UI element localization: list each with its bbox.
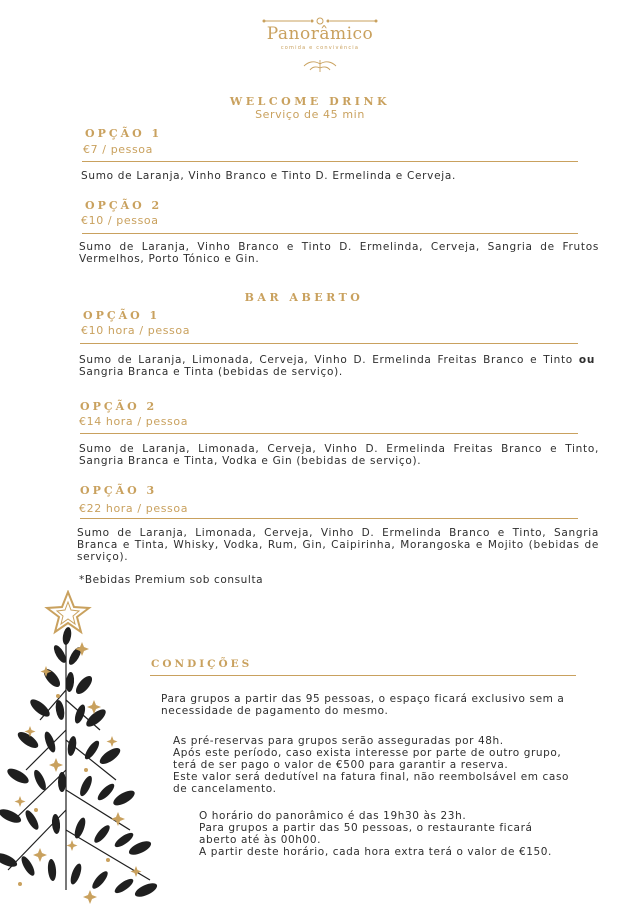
bar-option-3-title: OPÇÃO 3 [80, 484, 158, 497]
divider [150, 675, 576, 676]
conditions-line: Para grupos a partir das 50 pessoas, o restaurante ficará [199, 822, 533, 834]
conditions-line: Este valor será dedutível na fatura final, não reembolsável em caso [173, 771, 570, 783]
welcome-title: WELCOME DRINK [229, 95, 391, 108]
welcome-option-1-price: €7 / pessoa [83, 143, 153, 156]
bar-option-1-title: OPÇÃO 1 [83, 309, 161, 322]
welcome-option-2-desc: Sumo de Laranja, Vinho Branco e Tinto D. Ermelinda, Cerveja, Sangria de Frutos Vermelhos, Porto Tónico e Gin. [79, 241, 599, 265]
conditions-line: O horário do panorâmico é das 19h30 às 23h. [199, 810, 467, 822]
bar-option-2-desc: Sumo de Laranja, Limonada, Cerveja, Vinho D. Ermelinda Freitas Branco e Tinto, Sangria Branca e Tinta, Vodka e Gin (bebidas de serviço). [79, 443, 599, 467]
conditions-line: As pré-reservas para grupos serão asseguradas por 48h. [173, 735, 504, 747]
brand-tagline: comida e convivência [280, 45, 360, 51]
conditions-title: CONDIÇÕES [151, 658, 253, 670]
divider [80, 433, 578, 434]
premium-note: *Bebidas Premium sob consulta [79, 574, 264, 586]
leaf-tree-decoration [0, 590, 170, 905]
conditions-line: aberto até às 00h00. [199, 834, 322, 846]
conditions-line: Após este período, caso exista interesse por parte de outro grupo, [173, 747, 562, 759]
conditions-line: terá de ser pago o valor de €500 para garantir a reserva. [173, 759, 509, 771]
brand-logo [0, 12, 640, 51]
bar-option-2-title: OPÇÃO 2 [80, 400, 158, 413]
bar-option-3-desc: Sumo de Laranja, Limonada, Cerveja, Vinho D. Ermelinda Branco e Tinto, Sangria Branca e Tinta, Whisky, Vodka, Rum, Gin, Caipirinha, Morangoska e Mojito (bebidas de serviço). [77, 527, 599, 563]
bar-option-1-desc: Sumo de Laranja, Limonada, Cerveja, Vinho D. Ermelinda Freitas Branco e Tinto ou Sangria Branca e Tinta (bebidas de serviço). [79, 354, 595, 378]
welcome-option-1-desc: Sumo de Laranja, Vinho Branco e Tinto D. Ermelinda e Cerveja. [81, 170, 457, 182]
bold-or: ou [578, 354, 595, 366]
brand-ornament-icon [262, 16, 378, 26]
welcome-option-2-price: €10 / pessoa [81, 214, 159, 227]
brand-name: Panorâmico [266, 24, 374, 44]
welcome-option-1-title: OPÇÃO 1 [85, 127, 163, 140]
conditions-line: de cancelamento. [173, 783, 277, 795]
conditions-paragraph-1: Para grupos a partir das 95 pessoas, o espaço ficará exclusivo sem a necessidade de pagamento do mesmo. [161, 693, 565, 717]
divider [82, 233, 578, 234]
star-topper-icon [47, 592, 89, 632]
bar-option-1-price: €10 hora / pessoa [81, 324, 191, 337]
divider [82, 161, 578, 162]
bar-title: BAR ABERTO [244, 291, 364, 304]
divider [80, 343, 578, 344]
divider [80, 518, 578, 519]
conditions-paragraph-2 [173, 735, 593, 795]
bar-option-2-price: €14 hora / pessoa [79, 415, 189, 428]
welcome-subtitle: Serviço de 45 min [255, 108, 365, 121]
bar-option-3-price: €22 hora / pessoa [79, 502, 189, 515]
conditions-line: A partir deste horário, cada hora extra terá o valor de €150. [199, 846, 552, 858]
brand-ornament-bottom-icon [300, 58, 340, 74]
conditions-paragraph-3 [199, 810, 619, 858]
welcome-option-2-title: OPÇÃO 2 [85, 199, 163, 212]
